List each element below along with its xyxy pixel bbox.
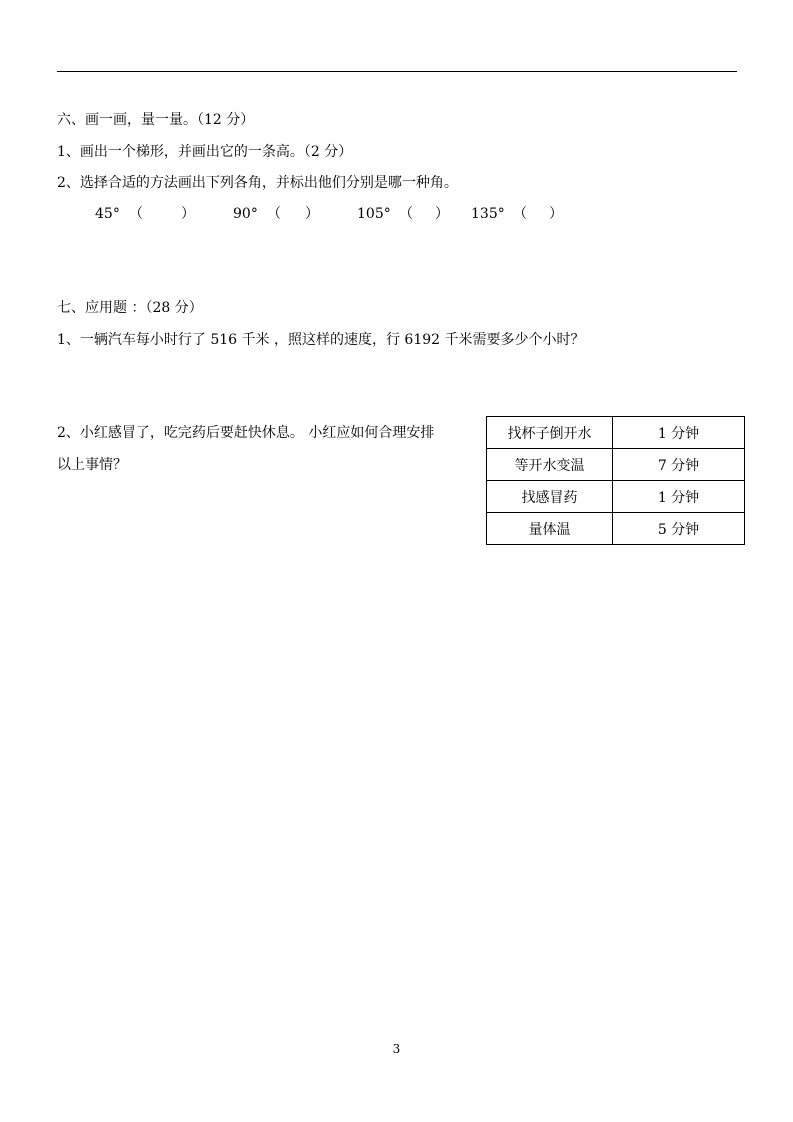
angle-45: 45° bbox=[95, 206, 120, 222]
answer-paren-close: ） bbox=[549, 206, 563, 222]
time-cell: 7 分钟 bbox=[613, 449, 745, 481]
answer-paren-close: ） bbox=[181, 206, 195, 222]
answer-paren-open: （ bbox=[399, 206, 413, 222]
angle-list bbox=[95, 204, 595, 224]
task-cell: 找感冒药 bbox=[487, 481, 613, 513]
task-cell: 量体温 bbox=[487, 513, 613, 545]
angle-135: 135° bbox=[471, 206, 505, 222]
table-row bbox=[487, 481, 745, 513]
angle-90: 90° bbox=[233, 206, 258, 222]
angle-105: 105° bbox=[357, 206, 391, 222]
section-7-question-2-line-1: 2、小红感冒了，吃完药后要赶快休息。 小红应如何合理安排 bbox=[57, 425, 435, 441]
answer-paren-open: （ bbox=[267, 206, 281, 222]
time-cell: 1 分钟 bbox=[613, 417, 745, 449]
answer-paren-close: ） bbox=[305, 206, 319, 222]
page-number: 3 bbox=[392, 1042, 401, 1056]
task-cell: 找杯子倒开水 bbox=[487, 417, 613, 449]
table-row bbox=[487, 417, 745, 449]
section-6-question-2: 2、选择合适的方法画出下列各角，并标出他们分别是哪一种角。 bbox=[57, 175, 458, 191]
time-cell: 5 分钟 bbox=[613, 513, 745, 545]
answer-paren-open: （ bbox=[513, 206, 527, 222]
time-cell: 1 分钟 bbox=[613, 481, 745, 513]
section-6-question-1: 1、画出一个梯形，并画出它的一条高。（2 分） bbox=[57, 144, 353, 160]
table-row bbox=[487, 513, 745, 545]
task-cell: 等开水变温 bbox=[487, 449, 613, 481]
answer-paren-open: （ bbox=[129, 206, 143, 222]
header-rule bbox=[57, 71, 737, 72]
section-6-title: 六、画一画，量一量。（12 分） bbox=[57, 112, 255, 128]
answer-paren-close: ） bbox=[435, 206, 449, 222]
section-7-question-2-line-2: 以上事情？ bbox=[57, 457, 127, 473]
task-time-table bbox=[486, 416, 745, 545]
section-7-title: 七、应用题 ：（28 分） bbox=[57, 300, 203, 316]
section-7-question-1: 1、一辆汽车每小时行了 516 千米 ，照这样的速度，行 6192 千米需要多少个小时？ bbox=[57, 332, 585, 348]
table-row bbox=[487, 449, 745, 481]
